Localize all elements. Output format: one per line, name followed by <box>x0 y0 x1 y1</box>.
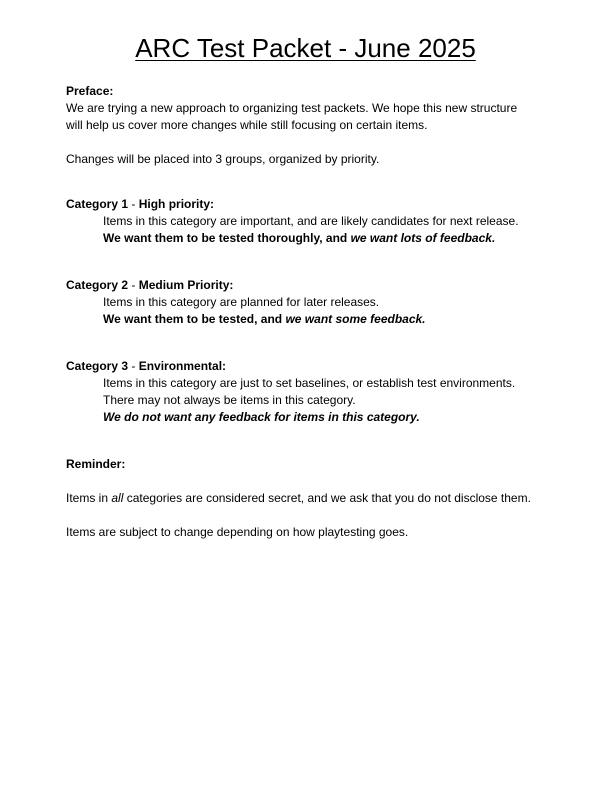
category-1-heading <box>66 196 586 213</box>
page-title: ARC Test Packet - June 2025 <box>135 33 476 63</box>
category-3-priority: Environmental: <box>138 359 227 373</box>
category-1-separator: - <box>128 197 139 211</box>
reminder-line-1-pre: Items in <box>66 491 112 505</box>
category-1-line-2-emphasis: we want lots of feedback. <box>350 231 496 245</box>
category-2-separator: - <box>128 278 139 292</box>
category-2-line-1: Items in this category are planned for later releases. <box>103 295 380 309</box>
reminder-line-1 <box>66 490 586 507</box>
category-1-line-1: Items in this category are important, and are likely candidates for next release. <box>103 214 519 228</box>
category-3-line-1: Items in this category are just to set baselines, or establish test environments. <box>103 376 516 390</box>
preface-line-1: We are trying a new approach to organizing test packets. We hope this new structure <box>66 101 518 115</box>
reminder-section <box>66 456 586 541</box>
category-3-label: Category 3 <box>66 359 129 373</box>
category-2-line-2 <box>66 311 586 328</box>
category-1-label: Category 1 <box>66 197 129 211</box>
preface-heading: Preface: <box>66 84 114 98</box>
category-1-priority: High priority: <box>138 197 215 211</box>
category-2-label: Category 2 <box>66 278 129 292</box>
reminder-line-2: Items are subject to change depending on how playtesting goes. <box>66 525 409 539</box>
category-2-section <box>66 277 586 328</box>
preface-line-2: will help us cover more changes while still focusing on certain items. <box>66 118 428 132</box>
category-1-line-2-bold: We want them to be tested thoroughly, and <box>103 231 351 245</box>
category-3-separator: - <box>128 359 139 373</box>
reminder-line-1-post: categories are considered secret, and we ask that you do not disclose them. <box>123 491 531 505</box>
preface-section <box>66 83 586 168</box>
reminder-heading: Reminder: <box>66 457 126 471</box>
category-2-priority: Medium Priority: <box>138 278 234 292</box>
category-3-line-2: There may not always be items in this category. <box>103 393 356 407</box>
category-2-line-2-bold: We want them to be tested, and <box>103 312 286 326</box>
category-2-heading <box>66 277 586 294</box>
category-3-section <box>66 358 586 426</box>
category-2-line-2-emphasis: we want some feedback. <box>285 312 426 326</box>
reminder-line-1-italic: all <box>111 491 124 505</box>
category-1-line-2 <box>66 230 586 247</box>
category-1-section <box>66 196 586 247</box>
category-3-heading <box>66 358 586 375</box>
preface-groups-line: Changes will be placed into 3 groups, organized by priority. <box>66 152 380 166</box>
category-3-line-3: We do not want any feedback for items in this category. <box>103 410 420 424</box>
